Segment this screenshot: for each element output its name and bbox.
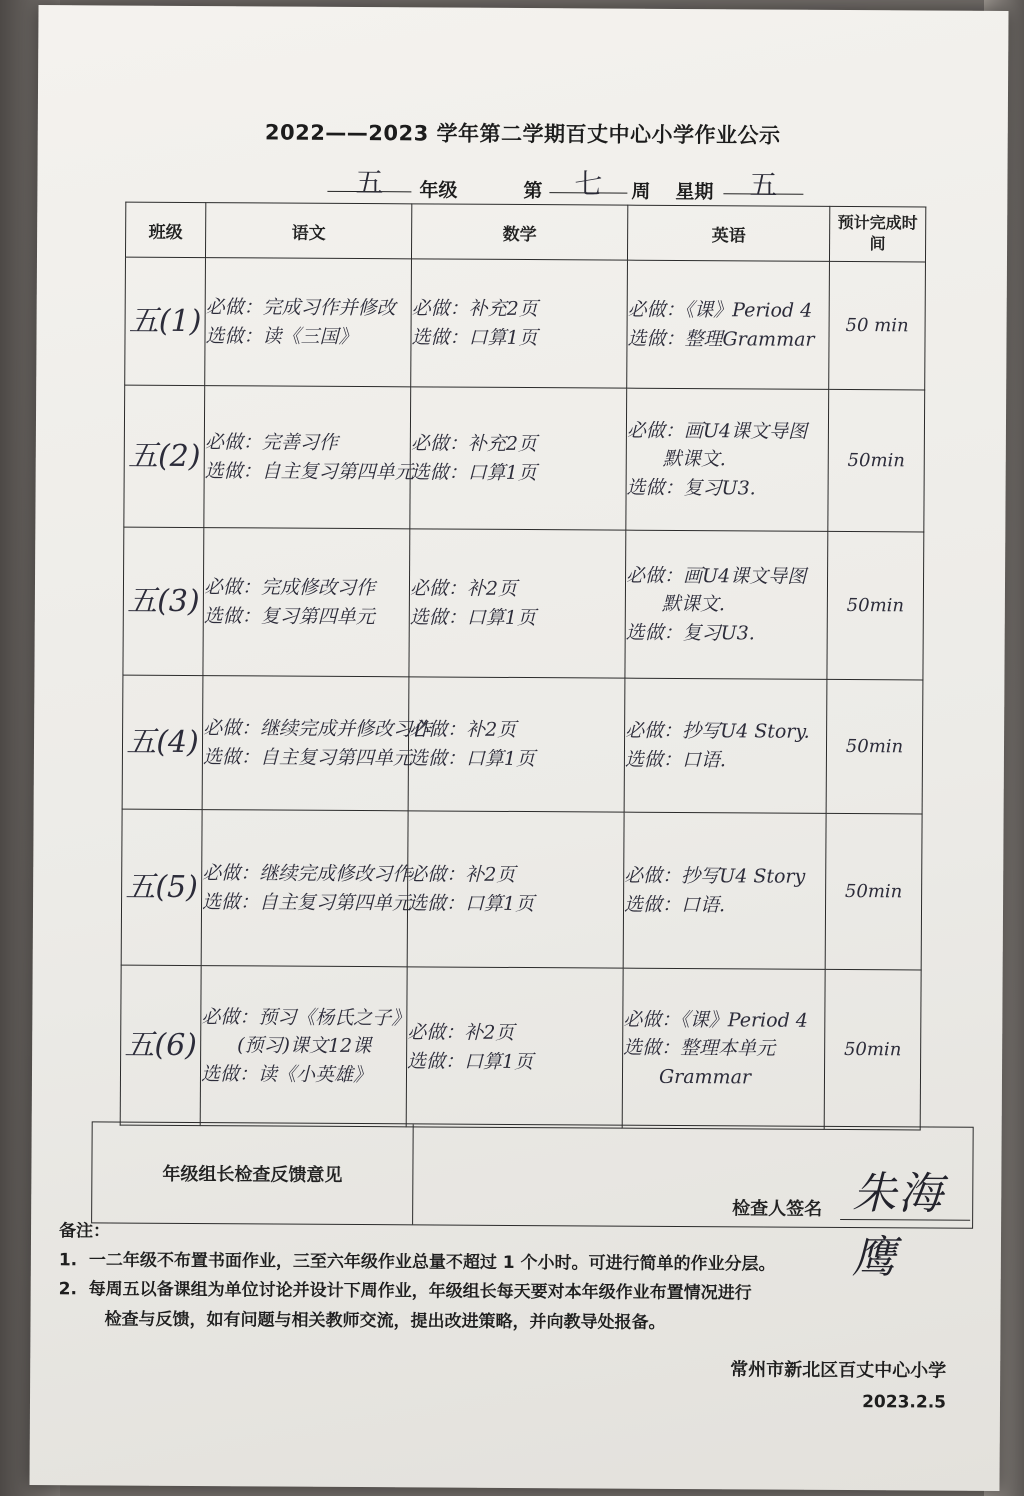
math-line: 必做：补2页 <box>408 863 516 886</box>
english-line: 必做：《课》Period 4 <box>627 298 813 322</box>
grade-value: 五 <box>327 161 411 193</box>
english-line: 必做：画U4课文导图 <box>626 419 808 443</box>
english-cell <box>624 678 827 813</box>
homework-notice-sheet <box>29 5 1008 1491</box>
class-cell: 五(4) <box>122 675 203 809</box>
notes-heading: 备注： <box>58 1221 111 1242</box>
chinese-line: 必做：继续完成并修改习作 <box>203 717 432 741</box>
chinese-line: (预习)课文12课 <box>237 1034 372 1058</box>
page-title: 2022——2023 学年第二学期百丈中心小学作业公示 <box>264 120 781 148</box>
weekday-label: 星期 <box>675 180 714 204</box>
issue-date: 2023.2.5 <box>862 1392 947 1413</box>
table-row <box>121 809 922 970</box>
feedback-label: 年级组长检查反馈意见 <box>92 1122 414 1224</box>
math-line: 必做：补充2页 <box>411 297 538 321</box>
chinese-line: 选做：读《小英雄》 <box>200 1062 373 1086</box>
header-chinese: 语文 <box>205 203 411 259</box>
chinese-line: 选做：读《三国》 <box>205 324 358 348</box>
chinese-cell <box>205 258 412 387</box>
english-line: 选做：整理Grammar <box>627 327 815 351</box>
table-row <box>120 965 921 1130</box>
time-cell: 50min <box>826 679 923 814</box>
table-header-row <box>125 202 925 262</box>
math-line: 必做：补充2页 <box>410 432 538 456</box>
math-line: 必做：补2页 <box>407 1021 515 1044</box>
english-line: 默课文. <box>661 593 725 616</box>
math-cell <box>411 259 628 388</box>
weekday-value: 五 <box>723 163 803 194</box>
chinese-cell <box>200 966 411 1127</box>
english-line: 必做：画U4课文导图 <box>625 564 807 588</box>
class-cell: 五(3) <box>123 527 204 675</box>
english-line: 选做：复习U3. <box>625 621 755 645</box>
chinese-line: 选做：自主复习第四单元 <box>204 459 414 483</box>
math-line: 选做：口算1页 <box>408 746 536 770</box>
chinese-line: 选做：自主复习第四单元 <box>202 745 413 769</box>
chinese-cell <box>202 676 432 811</box>
math-line: 选做：口算1页 <box>407 1049 534 1073</box>
english-cell <box>626 388 829 531</box>
math-cell <box>408 677 625 812</box>
note-text: 每周五以备课组为单位讨论并设计下周作业，年级组长每天要对本年级作业布置情况进行 <box>88 1279 752 1304</box>
checker-signature: 朱海鹰 <box>851 1168 945 1284</box>
english-line: 默课文. <box>662 448 726 471</box>
class-cell: 五(2) <box>124 385 205 527</box>
note-number: 2. <box>58 1279 78 1300</box>
math-cell <box>406 967 623 1128</box>
math-cell <box>410 387 627 530</box>
math-cell <box>407 811 624 968</box>
header-math: 数学 <box>411 204 627 260</box>
english-line: 选做：整理本单元 <box>623 1036 776 1060</box>
homework-table <box>120 202 927 1131</box>
math-line: 必做：补2页 <box>409 577 518 600</box>
english-cell <box>623 812 826 969</box>
time-cell: 50min <box>828 389 925 532</box>
english-line: Grammar <box>658 1065 752 1089</box>
english-line: 选做：口语. <box>623 893 726 916</box>
english-line: 必做：《课》Period 4 <box>623 1008 808 1032</box>
table-row <box>124 385 925 532</box>
chinese-line: 必做：继续完成修改习作 <box>202 862 412 886</box>
chinese-line: 必做：完成习作并修改 <box>205 296 396 320</box>
class-cell: 五(5) <box>121 809 202 965</box>
time-cell: 50min <box>825 813 922 970</box>
english-cell <box>625 530 828 679</box>
math-line: 选做：口算1页 <box>411 325 538 349</box>
math-line: 选做：口算1页 <box>407 891 535 915</box>
chinese-line: 必做：预习《杨氏之子》 <box>201 1005 411 1030</box>
table-row <box>125 257 926 390</box>
week-value: 七 <box>549 162 627 193</box>
time-cell: 50min <box>824 969 921 1130</box>
english-line: 选做：口语. <box>624 748 727 771</box>
table-row <box>123 527 924 680</box>
english-cell <box>622 968 825 1129</box>
note-number: 1. <box>58 1250 78 1271</box>
checker-label: 检查人签名 <box>732 1198 823 1220</box>
english-line: 选做：复习U3. <box>626 476 756 500</box>
chinese-line: 选做：自主复习第四单元 <box>201 890 412 914</box>
english-line: 必做：抄写U4 Story. <box>625 719 810 743</box>
chinese-cell <box>203 528 410 677</box>
table-row <box>122 675 923 814</box>
school-name: 常州市新北区百丈中心小学 <box>730 1359 947 1382</box>
note-text: 一二年级不布置书面作业，三至六年级作业总量不超过 1 个小时。可进行简单的作业分层。 <box>88 1250 776 1275</box>
week-prefix: 第 <box>523 180 543 203</box>
notes-section <box>58 1217 979 1340</box>
chinese-line: 必做：完成修改习作 <box>203 576 376 600</box>
chinese-cell <box>201 810 412 967</box>
math-line: 选做：口算1页 <box>410 460 537 484</box>
english-line: 必做：抄写U4 Story <box>624 864 806 888</box>
english-cell <box>627 260 830 389</box>
grade-label: 年级 <box>419 179 458 202</box>
math-cell <box>409 529 626 678</box>
math-line: 选做：口算1页 <box>409 605 536 629</box>
time-cell: 50 min <box>829 261 926 390</box>
week-suffix: 周 <box>631 180 651 203</box>
week-info <box>327 165 807 204</box>
header-english: 英语 <box>627 205 829 261</box>
chinese-line: 选做：复习第四单元 <box>203 604 375 628</box>
chinese-cell <box>204 386 414 529</box>
class-cell: 五(1) <box>125 257 206 385</box>
header-time: 预计完成时间 <box>829 206 925 262</box>
math-line: 必做：补2页 <box>409 718 517 741</box>
chinese-line: 必做：完善习作 <box>204 431 338 454</box>
header-class: 班级 <box>125 202 205 257</box>
time-cell: 50min <box>827 531 924 680</box>
note-continuation: 检查与反馈，如有问题与相关教师交流，提出改进策略，并向教导处报备。 <box>104 1309 666 1333</box>
class-cell: 五(6) <box>120 965 201 1125</box>
